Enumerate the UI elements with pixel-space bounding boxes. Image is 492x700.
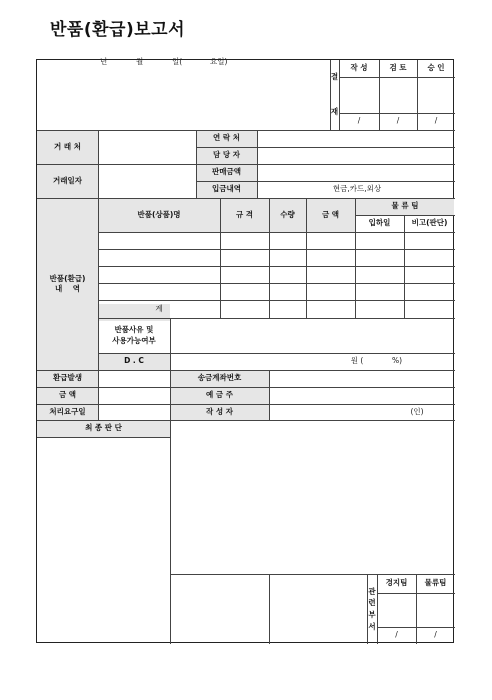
payment-detail-label: 입금내역	[212, 184, 241, 194]
dc-percent-label: %)	[391, 356, 403, 366]
item-spec-header: 규 격	[235, 209, 254, 219]
dc-label: D . C	[124, 356, 144, 366]
date-weekday-label: 요일)	[210, 57, 228, 66]
date-month-label: 월	[136, 57, 144, 66]
depositor-label: 예 금 주	[206, 390, 233, 400]
refund-occurred-label: 환급발생	[53, 373, 82, 383]
logistics-header: 물 류 팀	[391, 201, 419, 211]
refund-due-label: 처리요구일	[49, 406, 86, 416]
approval-date-writer: /	[357, 116, 361, 126]
refund-amount-label: 금 액	[58, 390, 77, 400]
dept-header-logistics: 물류팀	[424, 578, 447, 588]
date-day-label: 일(	[172, 57, 183, 66]
seal-mark: (인)	[410, 406, 424, 416]
partner-label: 거 래 처	[54, 141, 81, 151]
approval-header-writer: 작 성	[350, 63, 368, 73]
received-date-header: 입하일	[368, 218, 391, 228]
trade-date-label: 거래일자	[53, 175, 82, 185]
dept-header-management: 경지팀	[385, 578, 408, 588]
dc-won-label: 원 (	[350, 356, 364, 366]
report-form	[36, 59, 454, 643]
account-no-label: 송금계좌번호	[197, 373, 242, 383]
related-dept-label: 관 련 부 서	[368, 586, 376, 631]
sales-amount-label: 판매금액	[212, 167, 241, 177]
final-decision-label: 최 종 판 단	[85, 423, 122, 433]
total-label: 계	[155, 303, 163, 313]
reason-label: 반품사유 및 사용가능여부	[112, 325, 156, 345]
item-amount-header: 금 액	[321, 209, 340, 219]
document-title: 반품(환급)보고서	[50, 20, 185, 40]
approval-date-approve: /	[434, 116, 438, 126]
remark-header: 비고(판단)	[411, 218, 448, 228]
approval-header-approve: 승 인	[427, 63, 445, 73]
contact-label: 연 락 처	[213, 133, 240, 143]
approval-side-bottom: 재	[330, 107, 339, 117]
date-year-label: 년	[100, 57, 108, 66]
approval-header-review: 검 토	[389, 63, 407, 73]
item-qty-header: 수량	[280, 209, 295, 219]
writer-label: 작 성 자	[206, 406, 233, 416]
approval-side-top: 결	[330, 72, 339, 82]
dept-date-logistics: /	[434, 630, 437, 640]
approval-date-review: /	[396, 116, 400, 126]
manager-label: 담 당 자	[213, 150, 240, 160]
payment-methods: 현금,카드,외상	[332, 184, 382, 194]
items-section-label: 반품(환급) 내 역	[49, 273, 86, 293]
item-name-header: 반품(상품)명	[137, 209, 181, 219]
dept-date-management: /	[395, 630, 398, 640]
